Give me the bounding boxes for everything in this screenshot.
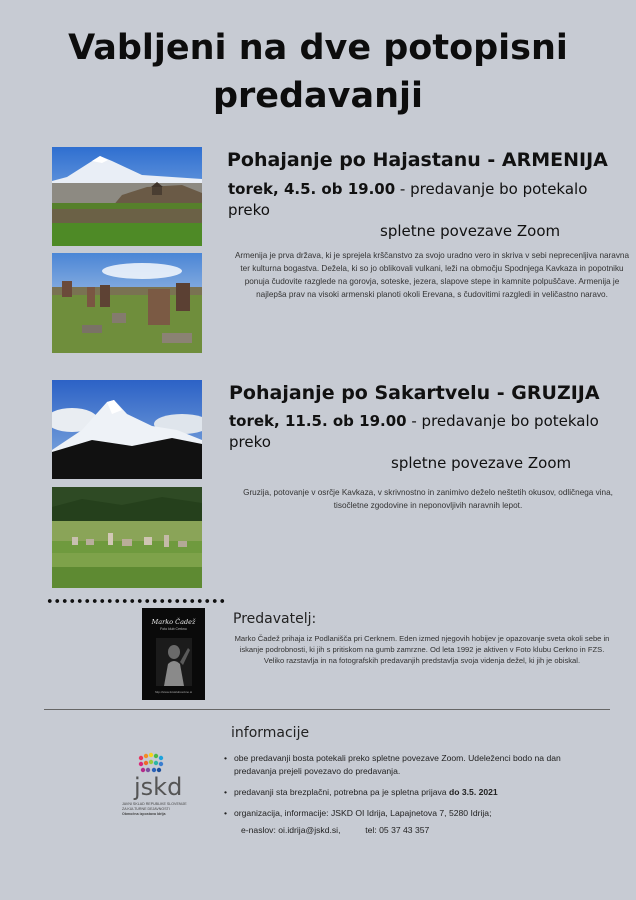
photo-village	[52, 487, 202, 588]
jskd-line-3: Območna izpostava Idrija	[122, 812, 166, 816]
georgia-heading: Pohajanje po Sakartvelu - GRUZIJA	[229, 382, 600, 404]
book-cover	[142, 608, 205, 700]
info-item-3-text: organizacija, informacije: JSKD OI Idrija, Lapajnetova 7, 5280 Idrija;	[234, 808, 492, 818]
armenia-heading: Pohajanje po Hajastanu - ARMENIJA	[227, 149, 608, 171]
armenia-date: torek, 4.5. ob 19.00	[228, 180, 396, 198]
section-divider	[44, 709, 610, 710]
photo-khachkars	[52, 253, 202, 353]
title-line-2: predavanji	[212, 76, 424, 116]
georgia-note-a: - predavanje bo potekalo preko	[229, 412, 599, 451]
info-item-zoom	[224, 752, 604, 778]
georgia-description: Gruzija, potovanje v osrčje Kavkaza, v skrivnostno in zanimivo deželo neštetih okusov, odličnega vina, tisočletne zgodovine in neponovljivih naravnih lepot.	[243, 488, 613, 510]
info-item-registration	[224, 786, 604, 799]
lecturer-bio: Marko Čadež prihaja iz Podlanišča pri Cerknem. Eden izmed njegovih hobijev je opazovanje sveta okoli sebe in iskanje podrobnosti, ki jih s pritiskom na gumb zamrzne. Od leta 1992 je aktiven v Foto klubu Cerkno in FZS. Veliko razstavlja in na fotografskih predavanjih predstavlja svoja videnja dežel, ki jih je obiskal.	[234, 634, 610, 665]
book-author: Marko Čadež	[151, 618, 196, 626]
book-cover-figure	[156, 638, 192, 686]
info-item-organization	[224, 807, 604, 820]
info-item-1-text: obe predavanji bosta potekali preko spletne povezave Zoom. Udeleženci bodo na dan predavanja prejeli povezavo do predavanja.	[234, 753, 561, 776]
armenia-description: Armenija je prva država, ki je sprejela krščanstvo za svojo uradno vero in skriva v sebi neprecenljiva naravna ter kulturna bogastva. Dežela, ki so jo oblikovali vulkani, leži na območju Spodnjega Kavkaza in popotniku ponuja čudovite razglede na gorovja, soteske, jezera, slapove stepe in kamnite polpuščave. Armenija je najlepša prav na visoki armenski planoti okoli Erevana, s čudovitimi razgledi in veličastno naravo.	[234, 251, 630, 299]
bullet: •	[224, 753, 228, 763]
info-list	[224, 752, 604, 828]
jskd-line-2: ZA KULTURNE DEJAVNOSTI	[122, 807, 170, 811]
photo-ararat-monastery	[52, 147, 202, 246]
book-subtitle: Foto klub Cerkno	[160, 627, 187, 631]
georgia-date: torek, 11.5. ob 19.00	[229, 412, 407, 430]
registration-deadline: do 3.5. 2021	[448, 787, 498, 797]
info-heading: informacije	[231, 725, 310, 741]
contact-email[interactable]: e-naslov: oi.idrija@jskd.si,	[241, 825, 341, 835]
georgia-schedule	[229, 411, 619, 474]
armenia-note-b: spletne povezave Zoom	[380, 222, 561, 240]
info-item-2-text: predavanji sta brezplačni, potrebna pa je spletna prijava	[234, 787, 449, 797]
jskd-logo-subtitle	[122, 802, 212, 817]
georgia-note-b: spletne povezave Zoom	[391, 454, 572, 472]
book-url: http://www.fotoklubcerkno.si	[154, 690, 193, 694]
contact-phone: tel: 05 37 43 357	[365, 825, 430, 835]
photo-kazbek	[52, 380, 202, 479]
title-line-1: Vabljeni na dve potopisni	[68, 28, 568, 68]
page-title	[0, 24, 636, 120]
jskd-line-1: JAVNI SKLAD REPUBLIKE SLOVENIJE	[122, 802, 187, 806]
armenia-schedule	[228, 179, 608, 242]
contact-line	[241, 825, 429, 835]
jskd-logo	[122, 752, 202, 822]
bullet: •	[224, 787, 228, 797]
lecturer-heading: Predavatelj:	[233, 611, 317, 627]
armenia-note-a: - predavanje bo potekalo preko	[228, 180, 588, 219]
bullet: •	[224, 808, 228, 818]
jskd-logo-text: jskd	[134, 773, 183, 801]
dotted-divider	[46, 598, 226, 604]
